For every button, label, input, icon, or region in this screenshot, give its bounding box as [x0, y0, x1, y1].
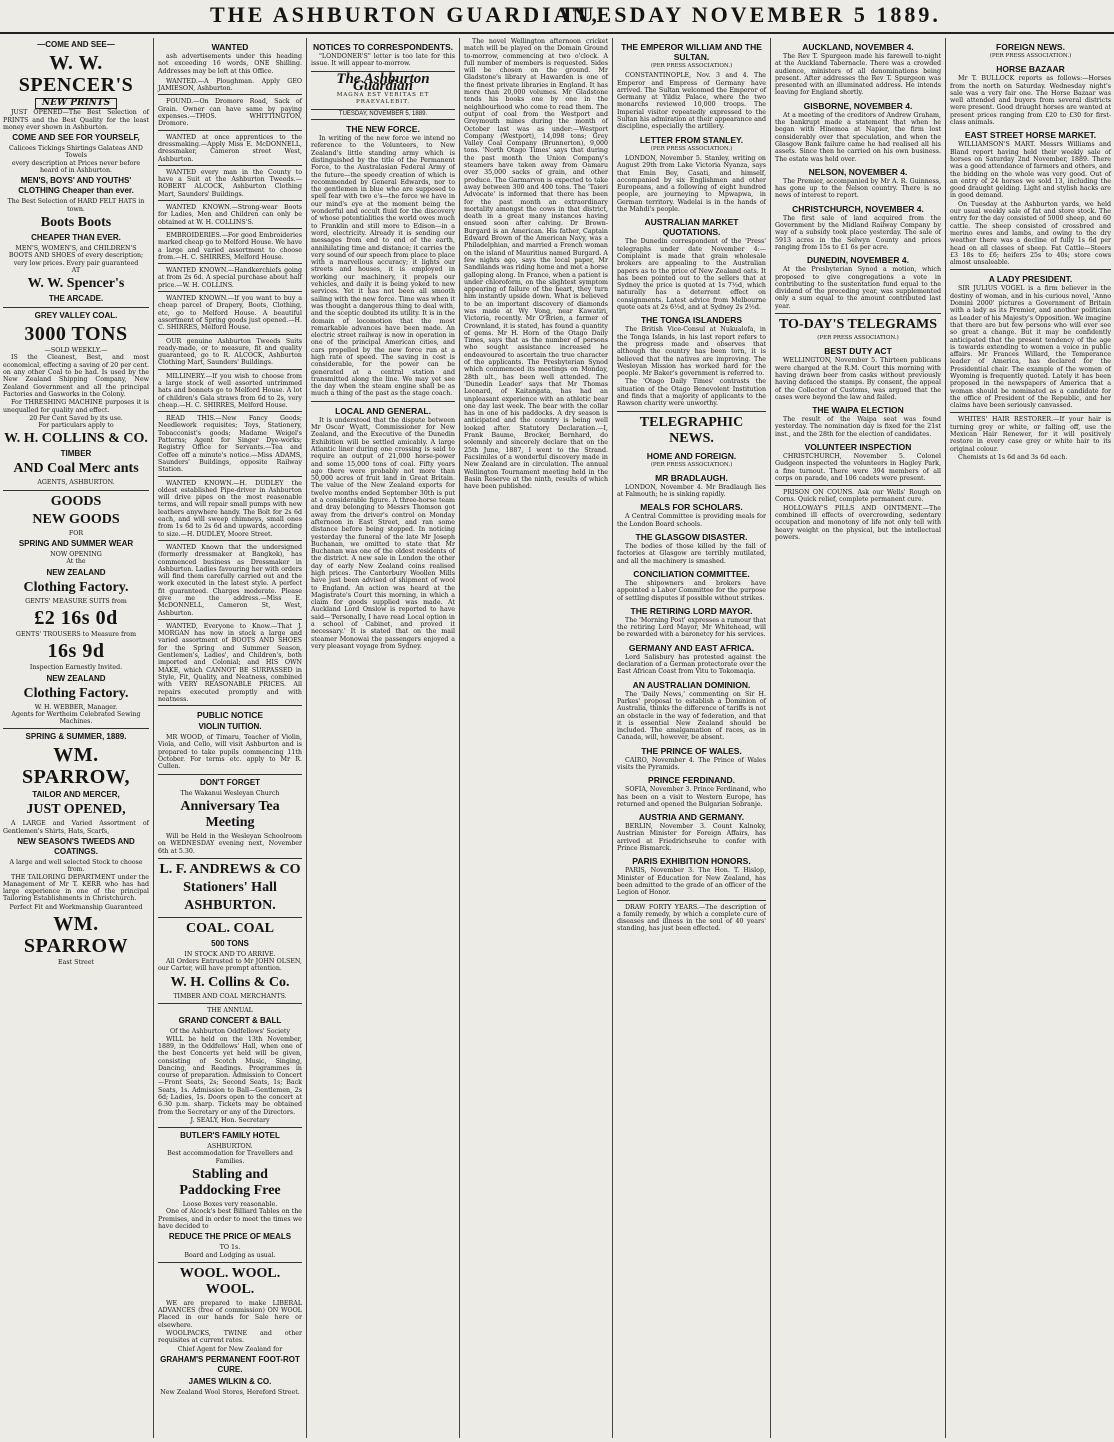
ad-text: TAILOR AND MERCER,	[32, 790, 120, 800]
ad-text: 500 TONS	[211, 938, 249, 948]
article-headline: BEST DUTY ACT	[824, 346, 892, 357]
ad-text: All Orders Entrusted to Mr JOHN OLSEN, our Carter, will have prompt attention.	[158, 958, 302, 973]
ad-text: NEW ZEALAND	[46, 567, 106, 577]
article-sub: (PER PRESS ASSOCIATION.)	[989, 53, 1072, 59]
ad-text: NEW SEASON'S TWEEDS AND COATINGS.	[17, 836, 135, 856]
divider	[617, 900, 766, 901]
article-sub: (PER PRESS ASSOCIATION.)	[650, 63, 733, 69]
ad-text: The Best Selection of HARD FELT HATS in town.	[7, 198, 145, 213]
ad-text: Best accommodation for Travellers and Families.	[167, 1150, 293, 1165]
article-headline: EAST STREET HORSE MARKET.	[964, 130, 1097, 141]
article-text: SOFIA, November 3. Prince Ferdinand, who has been on a visit to Western Europe, has returned and opened the Bulgarian Sobranje.	[617, 786, 766, 808]
article-text: The 'Otago Daily Times' contrasts the situation of the Otago Benevolent Institution and finds that a majority of applicants to the Rawson charity were unworthy.	[617, 378, 766, 408]
ad-text: A large and well selected Stock to choose from.	[9, 858, 143, 874]
ad-text: IN STOCK AND TO ARRIVE.	[184, 950, 276, 958]
article-text: DRAW FORTY YEARS.—The description of a family remedy, by which a complete cure of diseases and illness in the soul of 40 years' standing, has just been effected.	[617, 903, 766, 933]
ad-boots: Boots Boots	[40, 214, 112, 230]
ad-text: GRAHAM'S PERMANENT FOOT-ROT CURE.	[160, 1354, 300, 1374]
ad-text: AGENTS, ASHBURTON.	[37, 479, 115, 487]
ad-price-suits: £2 16s 0d	[34, 606, 118, 629]
ad-text: AT	[71, 266, 81, 274]
ad-text: JUST OPENED—The Best Selection of PRINTS and the Best Quality for the least money ever shown in Ashburton.	[3, 109, 149, 131]
ad-text: Calicoes Tickings Shirtings Galateas AND Towels	[9, 145, 143, 160]
ad-goods: GOODS	[50, 493, 102, 509]
classified-ad: WANTED every man in the County to have a Suit at the Ashburton Tweeds.—ROBERT ALCOCK, Ashburton Clothing Mart, Saunders' Buildings.	[158, 167, 302, 201]
article-text: LONDON, November 5. Stanley, writing on August 29th from Lake Victoria Nyanza, says that Emin Bey, Casati, and himself, accompanied by six Englishmen and other Europeans, and a following of eight hundred people, are journeying to Mpwapwa, in German territory. Wadelai is in the hands of the Mahdi's people.	[617, 154, 766, 214]
ad-text: GRAND CONCERT & BALL	[178, 1016, 282, 1026]
ad-just-opened: JUST OPENED,	[26, 802, 126, 818]
ad-text: every description at Prices never before heard of in Ashburton.	[11, 159, 141, 175]
classified-list	[158, 76, 302, 706]
article-text: PARIS, November 3. The Hon. T. Hislop, Minister of Education for New Zealand, has been admitted to the grade of an officer of the Legion of Honor.	[617, 867, 766, 897]
article-headline: AUSTRIA AND GERMANY.	[638, 812, 745, 823]
divider	[311, 401, 455, 402]
ad-text: The Wakanui Wesleyan Church	[180, 789, 280, 797]
article-text: CHRISTCHURCH, November 5. Colonel Gudgeon inspected the volunteers in Hagley Park, a fine turnout. There were 394 members of all corps on parade, and 106 cadets were present.	[775, 452, 941, 482]
divider	[775, 485, 941, 486]
ad-text: For THRESHING MACHINE purposes it is unequalled for quality and effect.	[3, 399, 149, 414]
ad-text: For particulars apply to	[38, 422, 114, 430]
article-headline: AUCKLAND, NOVEMBER 4.	[802, 42, 914, 52]
ad-new-prints: NEW PRINTS	[35, 98, 117, 109]
ad-sparrow: WM. SPARROW,	[22, 744, 130, 789]
article-headline: DUNEDIN, NOVEMBER 4.	[806, 255, 909, 266]
article-headline: AUSTRALIAN MARKET QUOTATIONS.	[644, 217, 739, 238]
ad-stabling: Stabling and Paddocking Free	[179, 1167, 281, 1199]
ad-text: Board and Lodging as usual.	[184, 1251, 276, 1259]
divider	[158, 858, 302, 859]
section-heading: NOTICES TO CORRESPONDENTS.	[312, 42, 454, 52]
ad-text: WOOLPACKS, TWINE and other requisites at current rates.	[158, 1330, 302, 1345]
article-sub: (PER PRESS ASSOCIATION.)	[650, 461, 733, 468]
divider	[3, 490, 149, 491]
ad-text: NEW ZEALAND	[46, 673, 106, 683]
article-headline: MR BRADLAUGH.	[655, 472, 728, 483]
article-sub: (PER PRESS ASSOCIATION.)	[817, 335, 899, 342]
ad-text: Inspection Earnestly Invited.	[29, 664, 123, 672]
column-rule	[306, 38, 307, 1438]
column-rule	[770, 38, 771, 1438]
classified-ad: WANTED KNOWN.—Strong-wear Boots for Ladies, Men and Children can only be obtained at W. H. COLLINS'S.	[158, 202, 302, 229]
divider	[617, 411, 766, 412]
column-rule	[153, 38, 154, 1438]
article-headline: NELSON, NOVEMBER 4.	[808, 166, 908, 177]
ad-text: Of the Ashburton Oddfellows' Society	[169, 1028, 291, 1036]
newspaper-title: THE ASHBURTON GUARDIAN,	[210, 2, 600, 27]
issue-date: TUESDAY NOVEMBER 5 1889.	[560, 2, 941, 27]
ad-text: WILL be held on the 13th November, 1889, in the Oddfellows' Hall, when one of the best Concerts yet held will be given, consisting of Scotch Music, Singing, Dancing, and Readings. Programmes in course of preparation. Admission to Concert—Front Seats, 2s; Second Seats, 1s; Back Seats, 1s. Admission to Ball—Gentlemen, 2s 6d; Ladies, 1s. Doors open to the concert at 6.30 p.m. sharp. Tickets may be obtained from the Secretary or any of the Directors.	[158, 1035, 302, 1116]
ad-text: —SOLD WEEKLY.—	[44, 347, 108, 355]
ad-price-trousers: 16s 9d	[47, 640, 105, 663]
article-text: On Tuesday at the Ashburton yards, we held our usual weekly sale of fat and store stock. The entry for the day consisted of 5000 sheep, and 60 cattle. The sheep consisted of crossbred and merino ewes and lambs, and owing to the dry weather there was a decline of fully 1s 6d per head on all classes of sheep. Fat Cattle—Steers £3 18s to £6; heifers 25s to 40s; store cows almost unsaleable.	[950, 200, 1111, 267]
classified-ad: WANTED Known that the undersigned (formerly dressmaker at Bangkok), has commenced business as Dressmaker in Ashburton. Ladies favouring her with orders will find them carefully carried out and the work executed in the latest style. A perfect fit guaranteed. Charges moderate. Please give me the address.—Miss E. McDONNELL, Cameron St, West, Ashburton.	[158, 542, 302, 620]
divider	[158, 774, 302, 775]
ad-coal-merchants: AND Coal Merc ants	[13, 461, 139, 477]
ad-text: 20 Per Cent Saved by its use.	[29, 414, 123, 422]
article-headline: CHRISTCHURCH, NOVEMBER 4.	[792, 203, 924, 214]
article-text: A Central Committee is providing meals for the London Board schools.	[617, 513, 766, 528]
article-headline: LETTER FROM STANLEY.	[639, 134, 744, 145]
column-6-telegrams	[772, 38, 944, 1438]
article-headline: LOCAL AND GENERAL.	[335, 405, 431, 416]
article-text: The first sale of land acquired from the Government by the Midland Railway Company by way of a subsidy took place yesterday. The sale of 5913 acres in the Selwyn County and prices ranging from 15s to £1 6s per acre.	[775, 214, 941, 251]
section-heading: PUBLIC NOTICE	[196, 710, 264, 721]
classified-ad: WANTED KNOWN.—H. DUDLEY the oldest established Pipe-driver in Ashburton will drive pipes on the most reasonable terms, and will repair small pumps with new leathers anywhere handy. The Bolt for 2s 6d each, and will sweep chimneys, small ones from 1s 6d to 2s 6d and upwards, according to size.—H. DUDLEY, Moore Street.	[158, 478, 302, 541]
classified-ad: WANTED at once apprentices to the dressmaking.—Apply Miss E. McDONNELL, dressmaker, Cameron street West, Ashburton.	[158, 132, 302, 166]
ad-text: Chief Agent for New Zealand for	[177, 1345, 283, 1353]
column-2-classifieds	[155, 38, 305, 1438]
article-text: "LONDONER'S" letter is too late for this issue. It will appear to-morrow.	[311, 53, 455, 68]
article-headline: HOME AND FOREIGN.	[646, 450, 737, 461]
article-text: WELLINGTON, November 5. Thirteen publicans were charged at the R.M. Court this morning with having drawn beer from casks without previously having defaced the stamps. By consent, the appeal of the Collector of Customs, was argued that the cases were beyond the law and failed.	[775, 357, 941, 401]
ad-text: TIMBER	[60, 449, 92, 459]
masthead	[0, 0, 1114, 34]
article-text: LONDON, November 4. Mr Bradlaugh lies at Falmouth; he is sinking rapidly.	[617, 483, 766, 499]
column-rule	[459, 38, 460, 1438]
section-heading: WANTED	[211, 42, 249, 52]
article-text: CAIRO, November 4. The Prince of Wales visits the Pyramids.	[617, 756, 766, 771]
ad-text: IS the Cleanest, Best, and most economical, effecting a saving of 20 per cent. on any other Coal to be had. Is used by the New Zealand Shipping Company, New Zealand Government and all the principal Factories and Gasworks in the Colony.	[3, 354, 149, 398]
article-headline: MEALS FOR SCHOLARS.	[640, 502, 743, 513]
ad-andrews: L. F. ANDREWS & CO	[159, 861, 301, 877]
column-3-editorial	[308, 38, 458, 1438]
ad-coal: COAL. COAL	[186, 920, 274, 936]
ad-text: THE TAILORING DEPARTMENT under the Management of Mr T. KERR who has had large experience in one of the principal Tailoring Establishments in Christchurch.	[3, 873, 149, 903]
ad-text: SPRING & SUMMER, 1889.	[25, 732, 127, 742]
article-text: The bodies of those killed by the fall of factories at Glasgow are terribly mutilated, and all the machinery is smashed.	[617, 543, 766, 565]
ad-text: Loose Boxes very reasonable.	[182, 1201, 278, 1209]
article-text: HOLLOWAY'S PILLS AND OINTMENT.—The combined ill effects of overcrowding, sedentary occupation and monotony of life not only tell with heavy weight on the physical, but the intellectual powers.	[775, 504, 941, 541]
article-text: SIR JULIUS VOGEL is a firm believer in the destiny of woman, and in his curious novel, 'Anno Domini 2000' pictures a Government of Britain with a lady as its Premier, and another politician as Leader of his Majesty's Opposition. We imagine that there are but few persons who will ever see so great a change. But it may be confidently anticipated that the present tendency of the age is towards extending to women a voice in public affairs. Mr Frances Willard, the Temperance leader of America, has declared for the Presidential chair. The example of the women of Wyoming is frequently quoted. Lately it has been proposed in the newspapers of America that a woman should be nominated as a candidate for the office of President of the Republic, and her claims have been seriously canvassed.	[950, 285, 1111, 410]
article-text: WILLIAMSON'S MART. Messrs Williams and Bland report having held their weekly sale of horses on Saturday 2nd November, 1889. There was a good attendance of farmers and others, and the bidding on the whole was very good. Out of an entry of 24 horses we sold 13, including the good draught gelding. Light and stylish hacks are in good demand.	[950, 141, 1111, 200]
ad-text: A LARGE and Varied Assortment of Gentlemen's Shirts, Hats, Scarfs,	[3, 820, 149, 835]
column-7-markets	[947, 38, 1114, 1438]
article-text: The Dunedin correspondent of the 'Press' telegraphs under date November 4:—Complaint is made that grain wholesale brokers are appealing to the Australian papers as to the price of New Zealand oats. It has been pointed out to the sellers that at Sydney the price is quoted at 1s 7½d, which naturally has a deterrent effect on consignments. Latest advice from Melbourne quote oats at 2s 6½d, and at Sydney 2s 2½d.	[617, 238, 766, 312]
ad-text: TO 1s.	[219, 1244, 241, 1252]
article-text: Chemists at 1s 6d and 3s 6d each.	[958, 453, 1068, 461]
ad-tons: 3000 TONS	[24, 323, 128, 346]
ad-text: VIOLIN TUITION.	[198, 722, 262, 732]
ad-spencer-name: W. W. SPENCER'S	[18, 52, 134, 96]
ad-text: DON'T FORGET	[199, 777, 261, 787]
article-text: CONSTANTINOPLE, Nov. 3 and 4. The Emperor and Empress of Germany have arrived. The Sultan welcomed the Emperor of Germany at Yildiz Palace, where the two monarchs reviewed 10,000 troops. The Imperial visitor repeatedly expressed to the Sultan his admiration at their appearance and discipline, especially the artillery.	[617, 72, 766, 131]
article-text: At a meeting of the creditors of Andrew Graham, the bankrupt made a statement that when he began with Hinemoa at Napier, the firm lost considerably over that speculation, and when the Glasgow Bank failure came he had realised all his assets. Since then he carried on his own business. The estate was held over.	[775, 111, 941, 163]
ad-text: THE ARCADE.	[48, 294, 104, 304]
article-text: Lord Salisbury has protested against the declaration of a German protectorate over the East African Coast from Vitu to Tokomaqia.	[617, 653, 766, 676]
classified-ad: WANTED.—A Ploughman. Apply GEO JAMIESON, Ashburton.	[158, 76, 302, 96]
article-headline: VOLUNTEER INSPECTION	[804, 441, 912, 452]
ad-text: WE are prepared to make LIBERAL ADVANCES (free of commission) ON WOOL Placed in our hands for Sale here or elsewhere.	[158, 1299, 302, 1329]
ad-text: TIMBER AND COAL MERCHANTS.	[173, 992, 287, 1000]
divider	[950, 269, 1111, 270]
ad-text: ASHBURTON.	[207, 1143, 253, 1151]
article-text: BERLIN, November 3. Count Kalnoky, Austrian Minister for Foreign Affairs, has arrived at Friedrichsruhe to confer with Prince Bismarck.	[617, 823, 766, 853]
article-headline: GISBORNE, NOVEMBER 4.	[803, 100, 913, 111]
ad-heading: —COME AND SEE—	[37, 40, 115, 49]
ad-anniversary: Anniversary Tea Meeting	[180, 798, 280, 830]
article-headline: THE TONGA ISLANDERS	[640, 315, 743, 326]
divider	[3, 307, 149, 308]
motto: MAGNA EST VERITAS ET PRAEVALEBIT.	[336, 92, 430, 106]
ad-spencer-store: W. W. Spencer's	[27, 276, 125, 292]
ad-sparrow: WM. SPARROW	[23, 913, 129, 958]
ad-text: GENTS' TROUSERS to Measure from	[15, 630, 137, 638]
classified-ad: WANTED KNOWN.—If you want to buy a cheap parcel of Drapery, Boots, Clothing, etc, go to Melford House. A beautiful assortment of Spring goods just opened.—H. C. SHIRRES, Melford House.	[158, 293, 302, 334]
ad-text: THE ANNUAL	[207, 1007, 253, 1015]
article-headline: CONCILIATION COMMITTEE.	[633, 568, 750, 579]
article-headline: PRINCE FERDINAND.	[648, 775, 735, 786]
article-text: The 'Daily News,' commenting on Sir H. Parkes' proposal to establish a Dominion of Australia, thinks the difference of tariffs is not an obstacle in the way of federation, and that it is essential New Zealand should be included. The amalgamation of races, as in Canada, will, however, be absent.	[617, 690, 766, 742]
ad-clothing-factory: Clothing Factory.	[23, 579, 129, 595]
ad-text: NOW OPENING	[50, 551, 102, 559]
divider	[158, 1127, 302, 1128]
divider	[158, 1003, 302, 1004]
column-1-advertisements	[0, 38, 152, 1438]
ad-text: W. H. WEBBER, Manager.	[34, 703, 118, 711]
ad-text: J. SEALY, Hon. Secretary	[190, 1116, 270, 1124]
article-text: The shipowners and brokers have appointed a Labor Committee for the purpose of settling disputes if possible without strikes.	[617, 579, 766, 602]
article-text: The result of the Waipa seat was found yesterday. The nomination day is fixed for the 21st inst., and the 28th for the election of candidates.	[775, 416, 941, 438]
classified-ad: WANTED KNOWN.—Handkerchiefs going at from 2s 6d. A special purchase about half price.—W. H. COLLINS.	[158, 265, 302, 292]
article-headline: THE NEW FORCE.	[346, 124, 420, 135]
article-headline: HORSE BAZAAR	[996, 64, 1065, 75]
ad-text: REDUCE THE PRICE OF MEALS	[168, 1232, 292, 1242]
article-text: The novel Wellington afternoon cricket match will be played on the Domain Ground to-morrow, commencing at two o'clock. A full number of members is requested. Sides will be chosen on the ground. Mr Gladstone's library at Hawarden is one of the finest private libraries in England. It has more than 20,000 volumes. Mr Gladstone tends his books one by one in the neighbourhood who come to read them. The output of coal from the Westport and Greymouth mines during the month of October last was as under:—Westport Company (Westport), 14,098 tons; Grey Valley Coal Company (Brunnerton), 9,000 tons. 'North Otago Times' says that during the past month the Union Company's steamers have taken away from Oamaru over 35,000 sacks of grain, and other produce. The Garmarvon is expected to take away between 300 and 400 tons. The 'Taieri Advocate' is informed that there has been for the past month an extraordinary mortality amongst the cows in that district, death in a great many instances having ensued soon after calving. Dr Brown-Burgard is an American. His father, Captain Edward Brown of the American Navy, was a Philadelphian, and married a French woman on the island of Mauritius named Burgard. A few nights ago, says the local paper, Mr Sandilands was riding home and met a horse galloping along. In France, when a patient is under chloroform, on the slightest symptom appearing of failure of the heart, they turn him instantly upside down. What is believed to be an important discovery of diamonds was made at Wy Vong, near Kawatiri, Victoria, recently. Mr O'Brien, a farmer of Crownland, it is stated, has found a quantity of gems. Mr H. Horn of the Otago Daily Times, says that as the number of persons who sought assistance increased he endeavoured to ascertain the true character of the applicants. The Presbyterian Synod which commenced its meetings on Monday, 28th ult., has been well attended. The 'Dunedin Leader' says that Mr Thomas Leonard, of Kaitangata, has had an unpleasant experience with an athletic bear one day last week. The bear with the collar has in one of his paddocks. A dry season is anticipated and the country is being well looked after. Statutory Declaration.—I, Frank Baume, Brocker, Bernhard, do solemnly and sincerely declare that on the 25th June, 1887, I went to the Strand. Facsimiles of a wonderful discovery made in New Zealand are in circulation. The annual Wellington Tournament meeting held in the Basin Reserve at the ninth, results of which have been published.	[464, 38, 608, 491]
article-headline: THE PRINCE OF WALES.	[641, 745, 742, 756]
divider	[3, 728, 149, 729]
article-headline: AN AUSTRALIAN DOMINION.	[632, 679, 751, 690]
ad-text: East Street	[58, 959, 94, 967]
divider	[950, 412, 1111, 413]
article-headline: THE WAIPA ELECTION	[812, 405, 904, 416]
column-rule	[612, 38, 613, 1438]
ad-text: One of Alcock's best Billiard Tables on the Premises, and in order to meet the times we have decided to	[158, 1208, 302, 1230]
ad-text: New Zealand Wool Stores, Hereford Street.	[160, 1388, 300, 1396]
telegrams-heading: TO-DAY'S TELEGRAMS	[778, 317, 938, 333]
article-headline: FOREIGN NEWS.	[996, 42, 1065, 52]
article-text: PRISON ON COUNS. Ask our Wells' Rough on Corns. Quick relief, complete permanent cure.	[775, 489, 941, 504]
article-text: At the Presbyterian Synod a motion, which proposed to give congregations a vote in contributing to the sustentation fund equal to the dividend of the preceding year, was supplemented only a sum equal to the amount contributed last year.	[775, 266, 941, 310]
divider	[158, 1262, 302, 1263]
classified-ad: READ THIS.—New Fancy Goods; Needlework requisites; Toys, Stationery, Tobacconist's goods; Madame Weigel's Patterns; Agent for Singer Dye-works; Registry Office for Servants.—Tea and Coffee off a minute's notice.—Miss ADAMS, Saunders' Buildings, opposite Railway Station.	[158, 413, 302, 476]
classified-ad: MILLINERY.—If you wish to choose from a large stock of well assorted untrimmed hats and bonnets go to Melford House. A lot of children's Gala straws from 6d to 2s, very cheap.—H. C. SHIRRES, Melford House.	[158, 371, 302, 412]
classified-ad: WANTED, Everyone to Know.—That J. MORGAN has now in stock a large and varied assortment of BOOTS AND SHOES for the Spring and Summer Season, Gentlemen's, Ladies', and Children's, both imported and Colonial; and HIS OWN MAKE, which CANNOT BE SURPASSED in Style, Fit, Quality, and Neatness, combined with VERY REASONABLE PRICES. All repairs executed promptly and with neatness.	[158, 621, 302, 706]
article-text: It is understood that the dispute between Mr Oscar Wyatt, Commissioner for New Zealand, and the Executive of the Dunedin Exhibition will be settled amicably. A large Atlantic liner during one crossing is said to require an output of 21,000 horse-power and some 15,000 tons of coal. Fifty years ago there were probably not more than 50,000 acres of fruit land in Great Britain. The value of the New Zealand exports for twelve months ended September 30th is put at a considerable figure. A three-horse team and dray belonging to Messrs Thomson got away from the driver's control on Monday afternoon in East Street, and ran some distance before being stopped. In noticing yesterday the funeral of the late Mr Joseph Buchanan, we omitted to state that Mr Buchanan was one of the oldest residents of the district. A new sale in London the other day of early New Zealand coins realised high prices. The Canterbury Woollen Mills have just been advised of shipment of wool to England. An action was heard at the Magistrate's Court this morning, in which a claim for goods supplied was made. At Auckland Lord Onslow is reported to have said—'Personally, I have read Local option in a school of Cabinet, and proved it necessary.' It is stated that on the mail steamer Monowai the passengers enjoyed a very pleasant voyage from Sydney.	[311, 416, 455, 650]
article-headline: THE GLASGOW DISASTER.	[635, 532, 748, 543]
ad-text: MR WOOD, of Timaru, Teacher of Violin, Viola, and Cello, will visit Ashburton and is prepared to take pupils commencing 11th October. For terms etc. apply to Mr R. Cullen.	[158, 734, 302, 771]
ad-text: SPRING AND SUMMER WEAR	[18, 539, 134, 549]
article-text: The Premier, accompanied by Mr A. R. Guinness, has gone up to the Nelson country. There is no news of interest to report.	[775, 177, 941, 200]
article-sub: (PER PRESS ASSOCIATION.)	[650, 145, 733, 152]
divider	[775, 313, 941, 314]
telegraphic-heading: TELEGRAPHIC NEWS.	[639, 414, 744, 446]
article-text: The 'Morning Post' expresses a rumour that the retiring Lord Mayor, Mr Whitehead, will be rewarded with a baronetcy for his services.	[617, 616, 766, 639]
article-headline: PARIS EXHIBITION HONORS.	[632, 856, 751, 867]
ad-ashburton: ASHBURTON.	[184, 897, 276, 913]
ad-text: MEN'S, WOMEN'S, and CHILDREN'S BOOTS AND SHOES of every description; very low prices. Every pair guaranteed	[8, 244, 144, 267]
ad-text: COME AND SEE FOR YOURSELF,	[12, 133, 140, 143]
ad-text: MEN'S, BOYS' AND YOUTHS' CLOTHING Cheaper than ever.	[18, 176, 134, 196]
ad-text: GENTS' MEASURE SUITS from	[25, 597, 127, 605]
classified-ad: OUR genuine Ashburton Tweeds Suits ready-made, or to measure, fit and quality guaranteed, go to R. ALCOCK, Ashburton Clothing Mart, Saunders' Buildings.	[158, 336, 302, 370]
ad-stationers: Stationers' Hall	[183, 879, 277, 895]
ad-text: CHEAPER THAN EVER.	[31, 232, 121, 242]
ad-clothing-factory: Clothing Factory.	[23, 685, 129, 701]
ad-text: BUTLER'S FAMILY HOTEL	[180, 1131, 280, 1141]
article-headline: THE EMPEROR WILLIAM AND THE SULTAN.	[621, 42, 762, 62]
article-text: The Rev T. Spurgeon made his farewell to-night at the Auckland Tabernacle. There was a crowded audience, ministers of all denominations being present. After addresses the Rev T. Spurgeon was presented with an illuminated address. He intends leaving for England shortly.	[775, 53, 941, 97]
divider	[158, 917, 302, 918]
ad-collins-co: W. H. Collins & Co.	[170, 974, 290, 990]
ad-text: JAMES WILKIN & CO.	[188, 1376, 272, 1386]
ad-coal-heading: GREY VALLEY COAL.	[34, 311, 118, 321]
article-text: In writing of the new force we intend no reference to the Volunteers, to New Zealand's little standing army which is distinguished by the title of the Permanent Force, to the Australasian Federal Army of the future—the speedy creation of which is recommended by General Edwards, nor to the gentlemen in blue who are supposed to spell fear with two e's—the force we have in our mind's eye at the moment being the wonderful and occult fluid for the discovery of whose potentialities the world owes much to Franklin and still more to Edison—in a word, electricity. Already it is sending our messages from end to end of the earth, annihilating time and distance; it carries the very sound of our speech from place to place with a marvellous accuracy; it lights our streets and houses, it is employed in working our machinery, it propels our vehicles, and daily it is being yoked to new services. Yet it has not been all smooth sailing with the new force. Time was when it was thought a dangerous thing to deal with, and the sceptic doubted its utility. It is in the domain of locomotion that the most remarkable advances have been made. An electric street railway is now in operation in one of the principal American cities, and cars propelled by the new force run at a high rate of speed. The saving in cost is considerable, for the power can be generated at a central station and transmitted along the line. We may yet see the day when the steam engine shall be as much a thing of the past as the stage coach.	[311, 135, 455, 398]
article-text: The British Vice-Consul at Nukualofa, in the Tonga Islands, in his last report refers to the progress made and observes that although the country has been torn, it is believed that the natives are improving. The Wesleyan Mission has worked hard for the people. Mr Baker's government is referred to.	[617, 326, 766, 378]
classified-ad: FOUND.—On Dromore Road, Sack of Grain. Owner can have same by paying expenses.—THOS. WHITTINGTON, Dromore.	[158, 96, 302, 130]
ad-wool: WOOL. WOOL. WOOL.	[179, 1265, 281, 1297]
article-text: WHITES' HAIR RESTORER.—If your hair is turning grey or white, or falling off, use the Mexican Hair Renewer, for it will positively restore in every case grey or white hair to its original colour.	[950, 416, 1111, 453]
classified-note: ash advertisements under this heading not exceeding 16 words, ONE Shilling. Addresses may be left at this Office.	[158, 53, 302, 75]
ad-text: FOR	[68, 529, 84, 537]
article-headline: A LADY PRESIDENT.	[988, 274, 1073, 285]
article-headline: GERMANY AND EAST AFRICA.	[628, 642, 755, 653]
ad-collins: W. H. COLLINS & CO.	[4, 431, 148, 447]
dateline: TUESDAY, NOVEMBER 5, 1889.	[311, 109, 455, 120]
ad-text: Perfect Fit and Workmanship Guaranteed	[9, 903, 143, 911]
ad-text: At the	[66, 558, 86, 566]
column-5-cables	[614, 38, 769, 1438]
column-4-news	[461, 38, 611, 1438]
article-headline: THE RETIRING LORD MAYOR.	[630, 605, 753, 616]
column-rule	[945, 38, 946, 1438]
classified-ad: EMBROIDERIES.—For good Embroideries marked cheap go to Melford House. We have a large and varied assortment to choose from.—H. C. SHIRRES, Melford House.	[158, 230, 302, 264]
guardian-logo: The Ashburton Guardian	[336, 70, 430, 94]
ad-new-goods: NEW GOODS	[32, 511, 120, 527]
ad-text: Agents for Wertheim Celebrated Sewing Machines.	[11, 710, 141, 726]
ad-text: Will be Held in the Wesleyan Schoolroom on WEDNESDAY evening next, November 6th at 5.30.	[158, 832, 302, 855]
article-text: Mr T. BULLOCK reports as follows:—Horses from the north on Saturday. Wednesday night's sale was a very fair one. The Horse Bazaar was well attended and buyers from several districts were present. Good draught horses are wanted at present prices ranging from £20 to £30 for first-class animals.	[950, 75, 1111, 127]
